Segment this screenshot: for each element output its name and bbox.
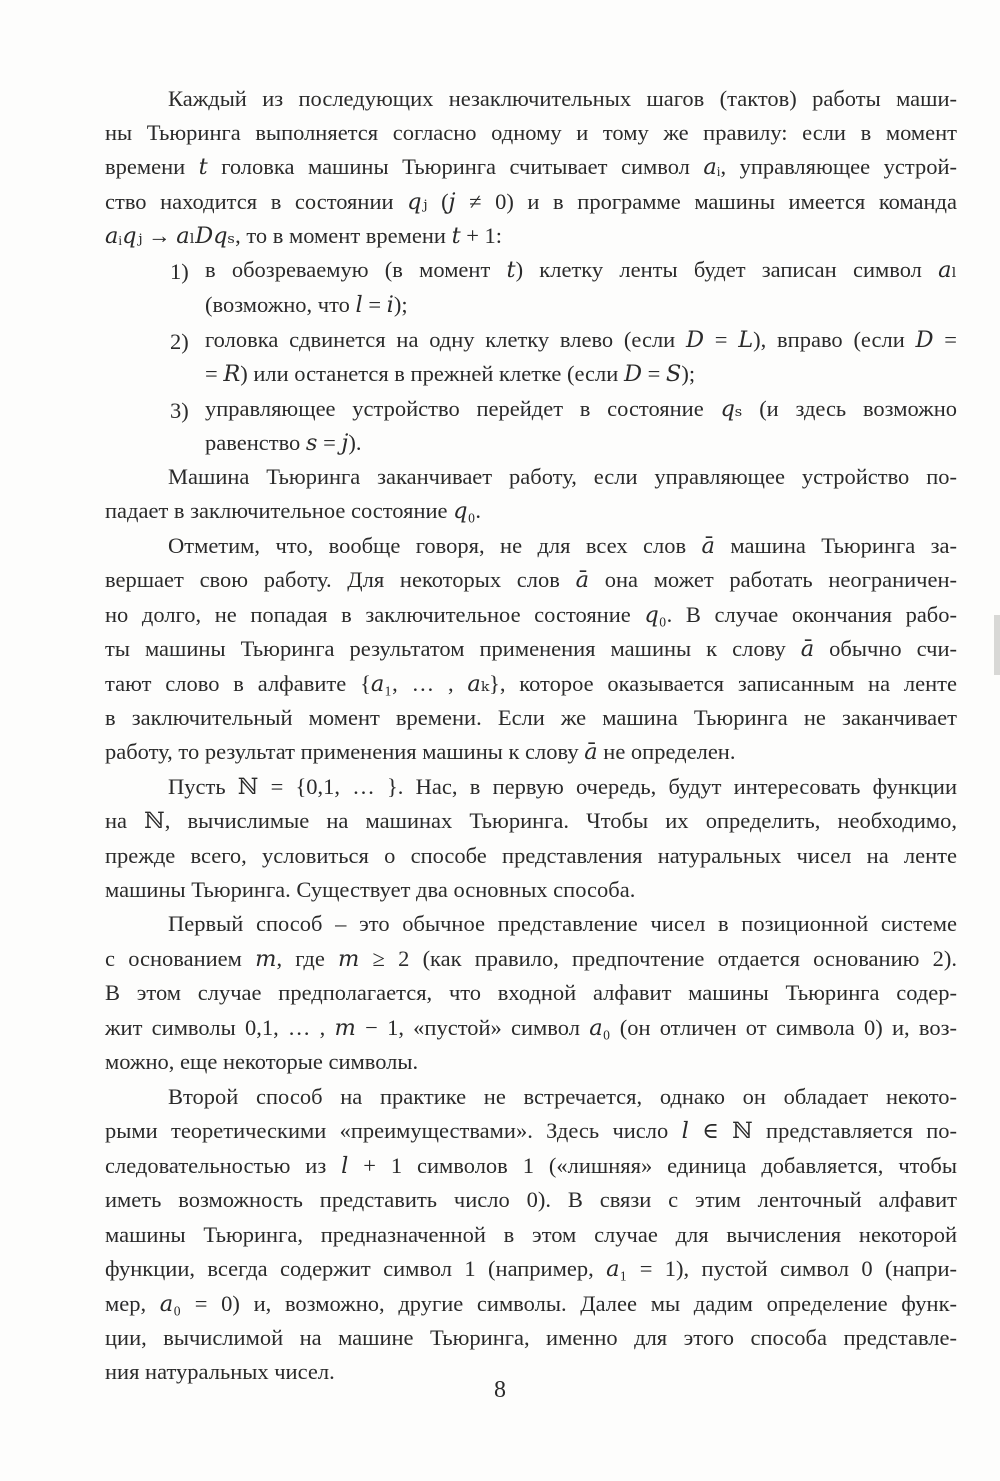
text-line: мер, 𝑎₀ = 0) и, возможно, другие символы. Далее мы дадим определение функ- <box>105 1291 957 1316</box>
text-line: функции, всегда содержит символ 1 (например, 𝑎₁ = 1), пустой символ 0 (напри- <box>105 1256 957 1281</box>
text-line: машины Тьюринга. Существует два основных способа. <box>105 877 636 902</box>
page-edge-shadow <box>994 615 1000 675</box>
text-line: но долго, не попадая в заключительное состояние 𝑞₀. В случае окончания рабо- <box>105 602 957 627</box>
text-line: с основанием 𝑚, где 𝑚 ≥ 2 (как правило, предпочтение отдается основанию 2). <box>105 946 957 971</box>
text-line: жит символы 0,1, … , 𝑚 − 1, «пустой» символ 𝑎₀ (он отличен от символа 0) и, воз- <box>105 1015 957 1040</box>
text-line: Отметим, что, вообще говоря, не для всех слов 𝑎̄ машина Тьюринга за- <box>168 533 957 558</box>
text-line: машины Тьюринга, предназначенной в этом случае для вычисления некоторой <box>105 1222 957 1247</box>
text-line: ство находится в состоянии 𝑞ⱼ (𝑗 ≠ 0) и в программе машины имеется команда <box>105 189 957 214</box>
text-line: 𝑎ᵢ𝑞ⱼ → 𝑎ₗ𝐷𝑞ₛ, то в момент времени 𝑡 + 1: <box>105 223 503 248</box>
text-line: (возможно, что 𝑙 = 𝑖); <box>205 292 408 317</box>
list-number: 3) <box>170 398 189 423</box>
text-line: в обозреваемую (в момент 𝑡) клетку ленты будет записан символ 𝑎ₗ <box>205 257 957 282</box>
text-line: вершает свою работу. Для некоторых слов 𝑎̄ она может работать неограничен- <box>105 567 957 592</box>
text-line: рыми теоретическими «преимуществами». Здесь число 𝑙 ∈ ℕ представляется по- <box>105 1118 957 1143</box>
list-number: 2) <box>170 329 189 354</box>
text-line: головка сдвинется на одну клетку влево (если 𝐷 = 𝐿), вправо (если 𝐷 = <box>205 327 957 352</box>
text-line: Пусть ℕ = {0,1, … }. Нас, в первую очередь, будут интересовать функции <box>168 774 957 799</box>
text-line: Машина Тьюринга заканчивает работу, если управляющее устройство по- <box>168 464 957 489</box>
text-line: Первый способ – это обычное представление чисел в позиционной системе <box>168 911 957 936</box>
text-line: тают слово в алфавите {𝑎₁, … , 𝑎ₖ}, которое оказывается записанным на ленте <box>105 671 957 696</box>
text-line: иметь возможность представить число 0). В связи с этим ленточный алфавит <box>105 1187 957 1212</box>
page-number: 8 <box>494 1377 506 1403</box>
text-line: прежде всего, условиться о способе представления натуральных чисел на ленте <box>105 843 957 868</box>
text-line: на ℕ, вычислимые на машинах Тьюринга. Чтобы их определить, необходимо, <box>105 808 957 833</box>
text-line: времени 𝑡 головка машины Тьюринга считывает символ 𝑎ᵢ, управляющее устрой- <box>105 154 957 179</box>
text-line: можно, еще некоторые символы. <box>105 1049 419 1074</box>
text-line: Каждый из последующих незаключительных шагов (тактов) работы маши- <box>168 86 957 111</box>
text-line: Второй способ на практике не встречается, однако он обладает некото- <box>168 1084 957 1109</box>
text-line: равенство 𝑠 = 𝑗). <box>205 430 362 455</box>
list-number: 1) <box>170 259 189 284</box>
text-line: = 𝑅) или останется в прежней клетке (если 𝐷 = 𝑆); <box>205 361 696 386</box>
text-line: ния натуральных чисел. <box>105 1359 335 1384</box>
text-line: В этом случае предполагается, что входной алфавит машины Тьюринга содер- <box>105 980 957 1005</box>
text-line: ции, вычислимой на машине Тьюринга, именно для этого способа представле- <box>105 1325 957 1350</box>
text-line: работу, то результат применения машины к слову 𝑎̄ не определен. <box>105 739 736 764</box>
text-line: в заключительный момент времени. Если же машина Тьюринга не заканчивает <box>105 705 957 730</box>
text-line: ны Тьюринга выполняется согласно одному и тому же правилу: если в момент <box>105 120 957 145</box>
text-line: ты машины Тьюринга результатом применения машины к слову 𝑎̄ обычно счи- <box>105 636 957 661</box>
text-line: следовательностью из 𝑙 + 1 символов 1 («лишняя» единица добавляется, чтобы <box>105 1153 957 1178</box>
text-line: падает в заключительное состояние 𝑞₀. <box>105 498 482 523</box>
text-line: управляющее устройство перейдет в состояние 𝑞ₛ (и здесь возможно <box>205 396 957 421</box>
